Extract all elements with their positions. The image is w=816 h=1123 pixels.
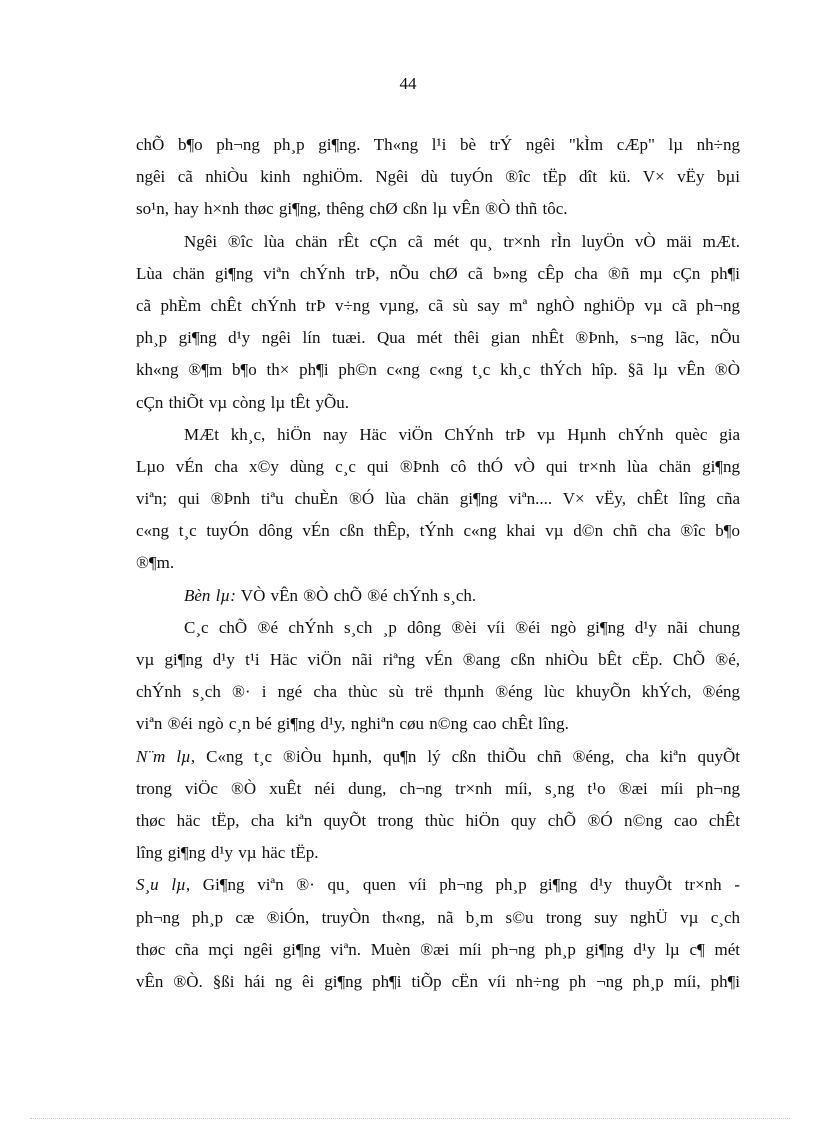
line-text: , Gi¶ng viªn ®· qu¸ quen víi ph¬ng ph¸p gi¶ng d¹y thuyÕt tr×nh - — [185, 875, 740, 895]
line-text: , C«ng t¸c ®iÒu hµnh, qu¶n lý cßn thiÕu chñ ®éng, cha kiªn quyÕt — [190, 746, 740, 766]
text-line: ngêi cã nhiÒu kinh nghiÖm. Ngêi dù tuyÓn ®îc tËp dît kü. V× vËy bµi — [136, 167, 740, 187]
text-line: vµ gi¶ng d¹y t¹i Häc viÖn nãi riªng vÉn ®ang cßn nhiÒu bÊt cËp. ChÕ ®é, — [136, 650, 740, 669]
text-line: lîng gi¶ng d¹y vµ häc tËp. — [136, 843, 319, 863]
text-line — [136, 583, 740, 615]
text-line: viªn; qui ®Þnh tiªu chuÈn ®Ó lùa chän gi¶ng viªn.... V× vËy, chÊt lîng cña — [136, 489, 740, 509]
page-number: 44 — [399, 74, 417, 93]
text-line: cÇn thiÕt vµ còng lµ tÊt yÕu. — [136, 392, 350, 412]
text-line: chÝnh s¸ch ®· i ngé cha thùc sù trë thµnh ®éng lùc khuyÕn khÝch, ®éng — [136, 682, 740, 702]
text-line: thøc cña mçi ngêi gi¶ng viªn. Muèn ®æi míi ph¬ng ph¸p gi¶ng d¹y lµ c¶ mét — [136, 939, 740, 959]
text-line: c«ng t¸c tuyÓn dông vÉn cßn thÊp, tÝnh c«ng khai vµ d©n chñ cha ®îc b¶o — [136, 521, 740, 541]
text-line: ph¬ng ph¸p cæ ®iÓn, truyÒn th«ng, nã b¸m s©u trong suy nghÜ vµ c¸ch — [136, 907, 740, 927]
text-line: Lùa chän gi¶ng viªn chÝnh trÞ, nÕu chØ cã b»ng cÊp cha ®ñ mµ cÇn ph¶i — [136, 263, 740, 283]
list-heading-label: Bèn lµ: — [184, 585, 236, 605]
text-line: Lµo vÉn cha x©y dùng c¸c qui ®Þnh cô thÓ vÒ qui tr×nh lùa chän gi¶ng — [136, 456, 740, 476]
text-line: viªn ®éi ngò c¸n bé gi¶ng d¹y, nghiªn cøu n©ng cao chÊt lîng. — [136, 714, 569, 734]
document-body — [136, 132, 740, 1001]
text-line: vÊn ®Ò. §ßi hái ng êi gi¶ng ph¶i tiÕp cËn víi nh÷ng ph ¬ng ph¸p míi, ph¶i — [136, 971, 740, 991]
text-line: cã phÈm chÊt chÝnh trÞ v÷ng vµng, cã sù say mª nghÒ nghiÖp vµ cã ph¬ng — [136, 295, 740, 315]
text-line: chÕ b¶o ph¬ng ph¸p gi¶ng. Th«ng l¹i bè trÝ ngêi "kÌm cÆp" lµ nh÷ng — [136, 135, 740, 154]
text-line: ph¸p gi¶ng d¹y ngêi lín tuæi. Qua mét thêi gian nhÊt ®Þnh, s¬ng lãc, nÕu — [136, 328, 740, 348]
text-line: Ngêi ®îc lùa chän rÊt cÇn cã mét qu¸ tr×nh rÌn luyÖn vÒ mäi mÆt. — [184, 231, 740, 251]
text-line: trong viÖc ®Ò xuÊt néi dung, ch¬ng tr×nh míi, s¸ng t¹o ®æi míi ph¬ng — [136, 778, 740, 798]
text-line: so¹n, hay h×nh thøc gi¶ng, thêng chØ cßn lµ vÊn ®Ò thñ tôc. — [136, 199, 568, 219]
text-line — [136, 744, 740, 776]
page-bottom-divider — [30, 1118, 790, 1119]
line-text: VÒ vÊn ®Ò chÕ ®é chÝnh s¸ch. — [235, 585, 477, 605]
list-heading-label: S¸u lµ — [136, 875, 186, 895]
text-line — [136, 872, 740, 904]
text-line: thøc häc tËp, cha kiªn quyÕt trong thùc hiÖn quy chÕ ®Ó n©ng cao chÊt — [136, 810, 740, 830]
text-line: kh«ng ®¶m b¶o th× ph¶i ph©n c«ng c«ng t¸c kh¸c thÝch hîp. §ã lµ vÊn ®Ò — [136, 360, 740, 380]
list-heading-label: N¨m lµ — [136, 746, 191, 766]
text-line: C¸c chÕ ®é chÝnh s¸ch ¸p dông ®èi víi ®éi ngò gi¶ng d¹y nãi chung — [184, 617, 740, 637]
text-line: MÆt kh¸c, hiÖn nay Häc viÖn ChÝnh trÞ vµ Hµnh chÝnh quèc gia — [184, 424, 740, 444]
text-line: ®¶m. — [136, 553, 175, 573]
